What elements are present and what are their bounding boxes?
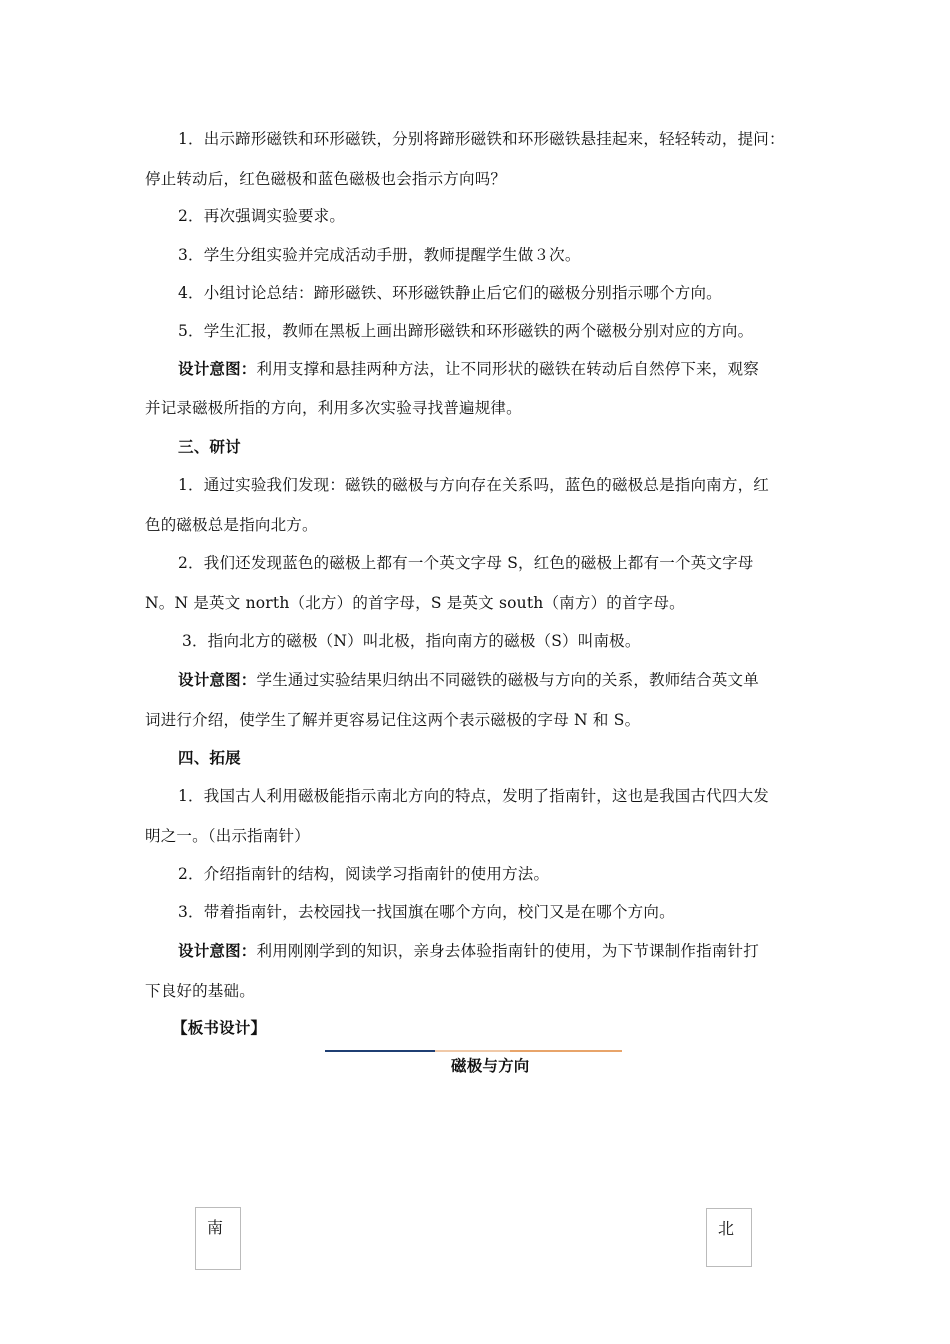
design-intent-text: 利用刚刚学到的知识，亲身去体验指南针的使用，为下节课制作指南针打 bbox=[256, 942, 759, 960]
design-intent-2 bbox=[178, 670, 759, 690]
section-heading-discussion: 三、研讨 bbox=[178, 437, 241, 456]
board-divider-blue bbox=[325, 1050, 435, 1052]
paragraph-extension-1-cont: 明之一。（出示指南针） bbox=[145, 827, 310, 845]
paragraph-discussion-1: 1．通过实验我们发现：磁铁的磁极与方向存在关系吗，蓝色的磁极总是指向南方，红 bbox=[178, 476, 769, 494]
north-pole-box bbox=[706, 1208, 752, 1267]
design-intent-2-cont: 词进行介绍，使学生了解并更容易记住这两个表示磁极的字母 N 和 S。 bbox=[145, 711, 641, 729]
design-intent-label: 设计意图： bbox=[178, 670, 257, 689]
paragraph-extension-3: 3．带着指南针，去校园找一找国旗在哪个方向，校门又是在哪个方向。 bbox=[178, 903, 675, 921]
paragraph-step-1: 1．出示蹄形磁铁和环形磁铁，分别将蹄形磁铁和环形磁铁悬挂起来，轻轻转动，提问： bbox=[178, 130, 785, 148]
paragraph-discussion-3: 3．指向北方的磁极（N）叫北极，指向南方的磁极（S）叫南极。 bbox=[182, 632, 641, 650]
design-intent-3 bbox=[178, 941, 759, 961]
design-intent-label: 设计意图： bbox=[178, 941, 257, 960]
design-intent-text: 利用支撑和悬挂两种方法，让不同形状的磁铁在转动后自然停下来，观察 bbox=[256, 360, 759, 378]
paragraph-step-5: 5．学生汇报，教师在黑板上画出蹄形磁铁和环形磁铁的两个磁极分别对应的方向。 bbox=[178, 322, 754, 340]
paragraph-discussion-2-cont: N。N 是英文 north（北方）的首字母，S 是英文 south（南方）的首字母。 bbox=[145, 594, 685, 612]
paragraph-discussion-2: 2．我们还发现蓝色的磁极上都有一个英文字母 S，红色的磁极上都有一个英文字母 bbox=[178, 554, 754, 572]
board-divider-orange bbox=[510, 1050, 622, 1052]
paragraph-extension-1: 1．我国古人利用磁极能指示南北方向的特点，发明了指南针，这也是我国古代四大发 bbox=[178, 787, 769, 805]
board-divider-light bbox=[435, 1050, 510, 1052]
north-label: 北 bbox=[718, 1219, 735, 1238]
design-intent-text: 学生通过实验结果归纳出不同磁铁的磁极与方向的关系，教师结合英文单 bbox=[256, 671, 759, 689]
board-design-heading: 【板书设计】 bbox=[172, 1018, 267, 1037]
paragraph-discussion-1-cont: 色的磁极总是指向北方。 bbox=[145, 516, 318, 534]
paragraph-step-1-cont: 停止转动后，红色磁极和蓝色磁极也会指示方向吗？ bbox=[145, 170, 507, 188]
paragraph-step-4: 4．小组讨论总结：蹄形磁铁、环形磁铁静止后它们的磁极分别指示哪个方向。 bbox=[178, 284, 722, 302]
section-heading-extension: 四、拓展 bbox=[178, 748, 241, 767]
paragraph-step-3: 3．学生分组实验并完成活动手册，教师提醒学生做３次。 bbox=[178, 246, 581, 264]
paragraph-extension-2: 2．介绍指南针的结构，阅读学习指南针的使用方法。 bbox=[178, 865, 550, 883]
board-title: 磁极与方向 bbox=[451, 1056, 530, 1075]
design-intent-1 bbox=[178, 359, 759, 379]
design-intent-3-cont: 下良好的基础。 bbox=[145, 982, 255, 1000]
south-pole-box bbox=[195, 1207, 241, 1270]
design-intent-label: 设计意图： bbox=[178, 359, 257, 378]
south-label: 南 bbox=[207, 1218, 224, 1237]
paragraph-step-2: 2．再次强调实验要求。 bbox=[178, 207, 346, 225]
design-intent-1-cont: 并记录磁极所指的方向，利用多次实验寻找普遍规律。 bbox=[145, 399, 522, 417]
